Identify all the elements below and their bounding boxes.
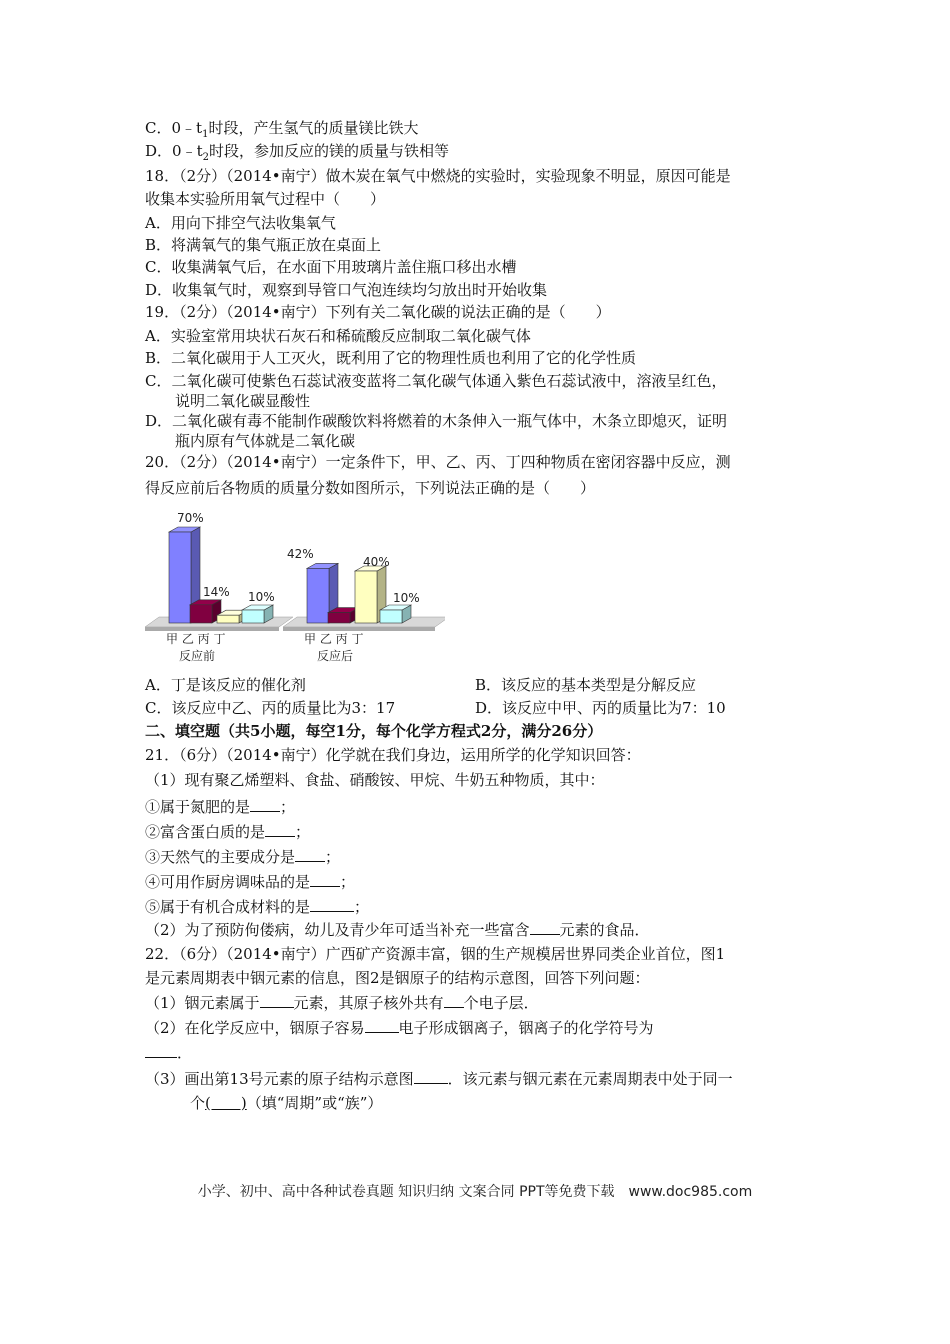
chart-data-label: 70% bbox=[177, 511, 204, 525]
q19-option-c-line2: 说明二氧化碳显酸性 bbox=[175, 392, 311, 410]
q21-part1-item3: ③天然气的主要成分是 ； bbox=[145, 848, 341, 866]
chart-group-label: 反应前 bbox=[178, 649, 216, 663]
answer-blank[interactable] bbox=[265, 822, 295, 837]
answer-blank[interactable] bbox=[310, 897, 354, 912]
q18-stem-line1: 18．（2分）（2014•南宁）做木炭在氧气中燃烧的实验时，实验现象不明显，原因可能是 bbox=[145, 167, 731, 185]
answer-blank[interactable] bbox=[414, 1069, 448, 1084]
q21-part1-item5: ⑤属于有机合成材料的是 ； bbox=[145, 898, 370, 916]
q18-stem-line2: 收集本实验所用氧气过程中（ ） bbox=[145, 190, 386, 208]
q19-option-d-line2: 瓶内原有气体就是二氧化碳 bbox=[175, 432, 356, 450]
q19-option-b: B．二氧化碳用于人工灭火，既利用了它的物理性质也利用了它的化学性质 bbox=[145, 349, 637, 367]
q20-stem-line2: 得反应前后各物质的质量分数如图所示，下列说法正确的是（ ） bbox=[145, 479, 596, 497]
q19-option-c-line1: C．二氧化碳可使紫色石蕊试液变蓝将二氧化碳气体通入紫色石蕊试液中，溶液呈红色， bbox=[145, 372, 727, 390]
q20-stem-line1: 20．（2分）（2014•南宁）一定条件下，甲、乙、丙、丁四种物质在密闭容器中反应，测 bbox=[145, 453, 731, 471]
chart-category-labels: 甲 乙 丙 丁 bbox=[166, 632, 226, 646]
chart-data-label: 40% bbox=[363, 555, 390, 569]
bar-乙-反应后 bbox=[328, 613, 350, 623]
q18-option-d: D．收集氧气时，观察到导管口气泡连续均匀放出时开始收集 bbox=[145, 281, 548, 299]
answer-blank[interactable] bbox=[250, 797, 280, 812]
answer-blank[interactable] bbox=[530, 920, 560, 935]
answer-blank[interactable] bbox=[295, 847, 325, 862]
answer-blank[interactable] bbox=[145, 1043, 177, 1058]
q18-option-c: C．收集满氧气后，在水面下用玻璃片盖住瓶口移出水槽 bbox=[145, 258, 517, 276]
q20-option-a: A．丁是该反应的催化剂 bbox=[145, 676, 306, 694]
bar-丙-反应后 bbox=[355, 571, 377, 623]
q22-stem-line1: 22．（6分）（2014•南宁）广西矿产资源丰富，铟的生产规模居世界同类企业首位，图1 bbox=[145, 945, 726, 963]
q22-stem-line2: 是元素周期表中铟元素的信息，图2是铟原子的结构示意图，回答下列问题： bbox=[145, 969, 650, 987]
q18-option-a: A．用向下排空气法收集氧气 bbox=[145, 214, 336, 232]
q20-option-c: C．该反应中乙、丙的质量比为3：17 bbox=[145, 699, 396, 717]
bar-丁-反应后 bbox=[380, 610, 402, 623]
q21-part1-item4: ④可用作厨房调味品的是 ； bbox=[145, 873, 356, 891]
answer-blank[interactable] bbox=[365, 1018, 399, 1033]
q20-options-row2 bbox=[145, 698, 805, 718]
q22-part1: （1）铟元素属于 元素，其原子核外共有 个电子层． bbox=[145, 994, 539, 1012]
q22-part2-line1: （2）在化学反应中，铟原子容易 电子形成铟离子，铟离子的化学符号为 bbox=[145, 1019, 654, 1037]
q17-option-c: C．$0﹣t_1$时段，产生氢气的质量镁比铁大 bbox=[145, 119, 419, 140]
q21-part2: （2）为了预防佝偻病，幼儿及青少年可适当补充一些富含 元素的食品． bbox=[145, 921, 650, 939]
q21-part1-item1: ①属于氮肥的是 ； bbox=[145, 798, 296, 816]
answer-blank[interactable]: ( ) bbox=[205, 1094, 247, 1112]
q22-part2-line2: ． bbox=[145, 1043, 805, 1063]
q19-option-d-line1: D．二氧化碳有毒不能制作碳酸饮料将燃着的木条伸入一瓶气体中，木条立即熄灭，证明 bbox=[145, 412, 728, 430]
chart-data-label: 10% bbox=[393, 591, 420, 605]
q20-option-d: D．该反应中甲、丙的质量比为7：10 bbox=[475, 699, 726, 717]
chart-data-label: 14% bbox=[203, 585, 230, 599]
answer-blank[interactable] bbox=[444, 993, 464, 1008]
q20-option-b: B．该反应的基本类型是分解反应 bbox=[475, 676, 697, 694]
answer-blank[interactable] bbox=[260, 993, 294, 1008]
chart-data-label: 42% bbox=[287, 547, 314, 561]
q21-part1-item2: ②富含蛋白质的是 ； bbox=[145, 823, 311, 841]
answer-blank[interactable] bbox=[310, 872, 340, 887]
bar-甲-反应后 bbox=[307, 568, 329, 623]
q19-stem: 19．（2分）（2014•南宁）下列有关二氧化碳的说法正确的是（ ） bbox=[145, 303, 611, 321]
q22-part3-line2: 个( )（填“周期”或“族”） bbox=[190, 1094, 383, 1112]
section-2-heading: 二、填空题（共5小题，每空1分，每个化学方程式2分，满分26分） bbox=[145, 722, 603, 740]
page-footer: 小学、初中、高中各种试卷真题 知识归纳 文案合同 PPT等免费下载 www.doc985.com bbox=[197, 1184, 753, 1200]
chart-category-labels: 甲 乙 丙 丁 bbox=[304, 632, 364, 646]
q20-options-row1 bbox=[145, 675, 805, 695]
chart-floor-edge bbox=[145, 627, 279, 631]
q19-option-a: A．实验室常用块状石灰石和稀硫酸反应制取二氧化碳气体 bbox=[145, 327, 531, 345]
bar-丁-反应前 bbox=[242, 610, 264, 623]
bar-甲-反应前 bbox=[169, 532, 191, 623]
chart-group-label: 反应后 bbox=[316, 649, 354, 663]
q18-option-b: B．将满氧气的集气瓶正放在桌面上 bbox=[145, 236, 382, 254]
q21-stem: 21．（6分）（2014•南宁）化学就在我们身边，运用所学的化学知识回答： bbox=[145, 746, 641, 764]
chart-floor-edge bbox=[283, 627, 435, 631]
q17-option-d: D．$0﹣t_2$时段，参加反应的镁的质量与铁相等 bbox=[145, 142, 449, 163]
mass-fraction-bar-chart bbox=[145, 503, 445, 673]
bar-乙-反应前 bbox=[190, 605, 212, 623]
q22-part3-line1: （3）画出第13号元素的原子结构示意图 ．该元素与铟元素在元素周期表中处于同一 bbox=[145, 1070, 733, 1088]
chart-data-label: 10% bbox=[248, 590, 275, 604]
q21-part1: （1）现有聚乙烯塑料、食盐、硝酸铵、甲烷、牛奶五种物质，其中： bbox=[145, 771, 605, 789]
bar-丙-反应前 bbox=[217, 615, 239, 623]
